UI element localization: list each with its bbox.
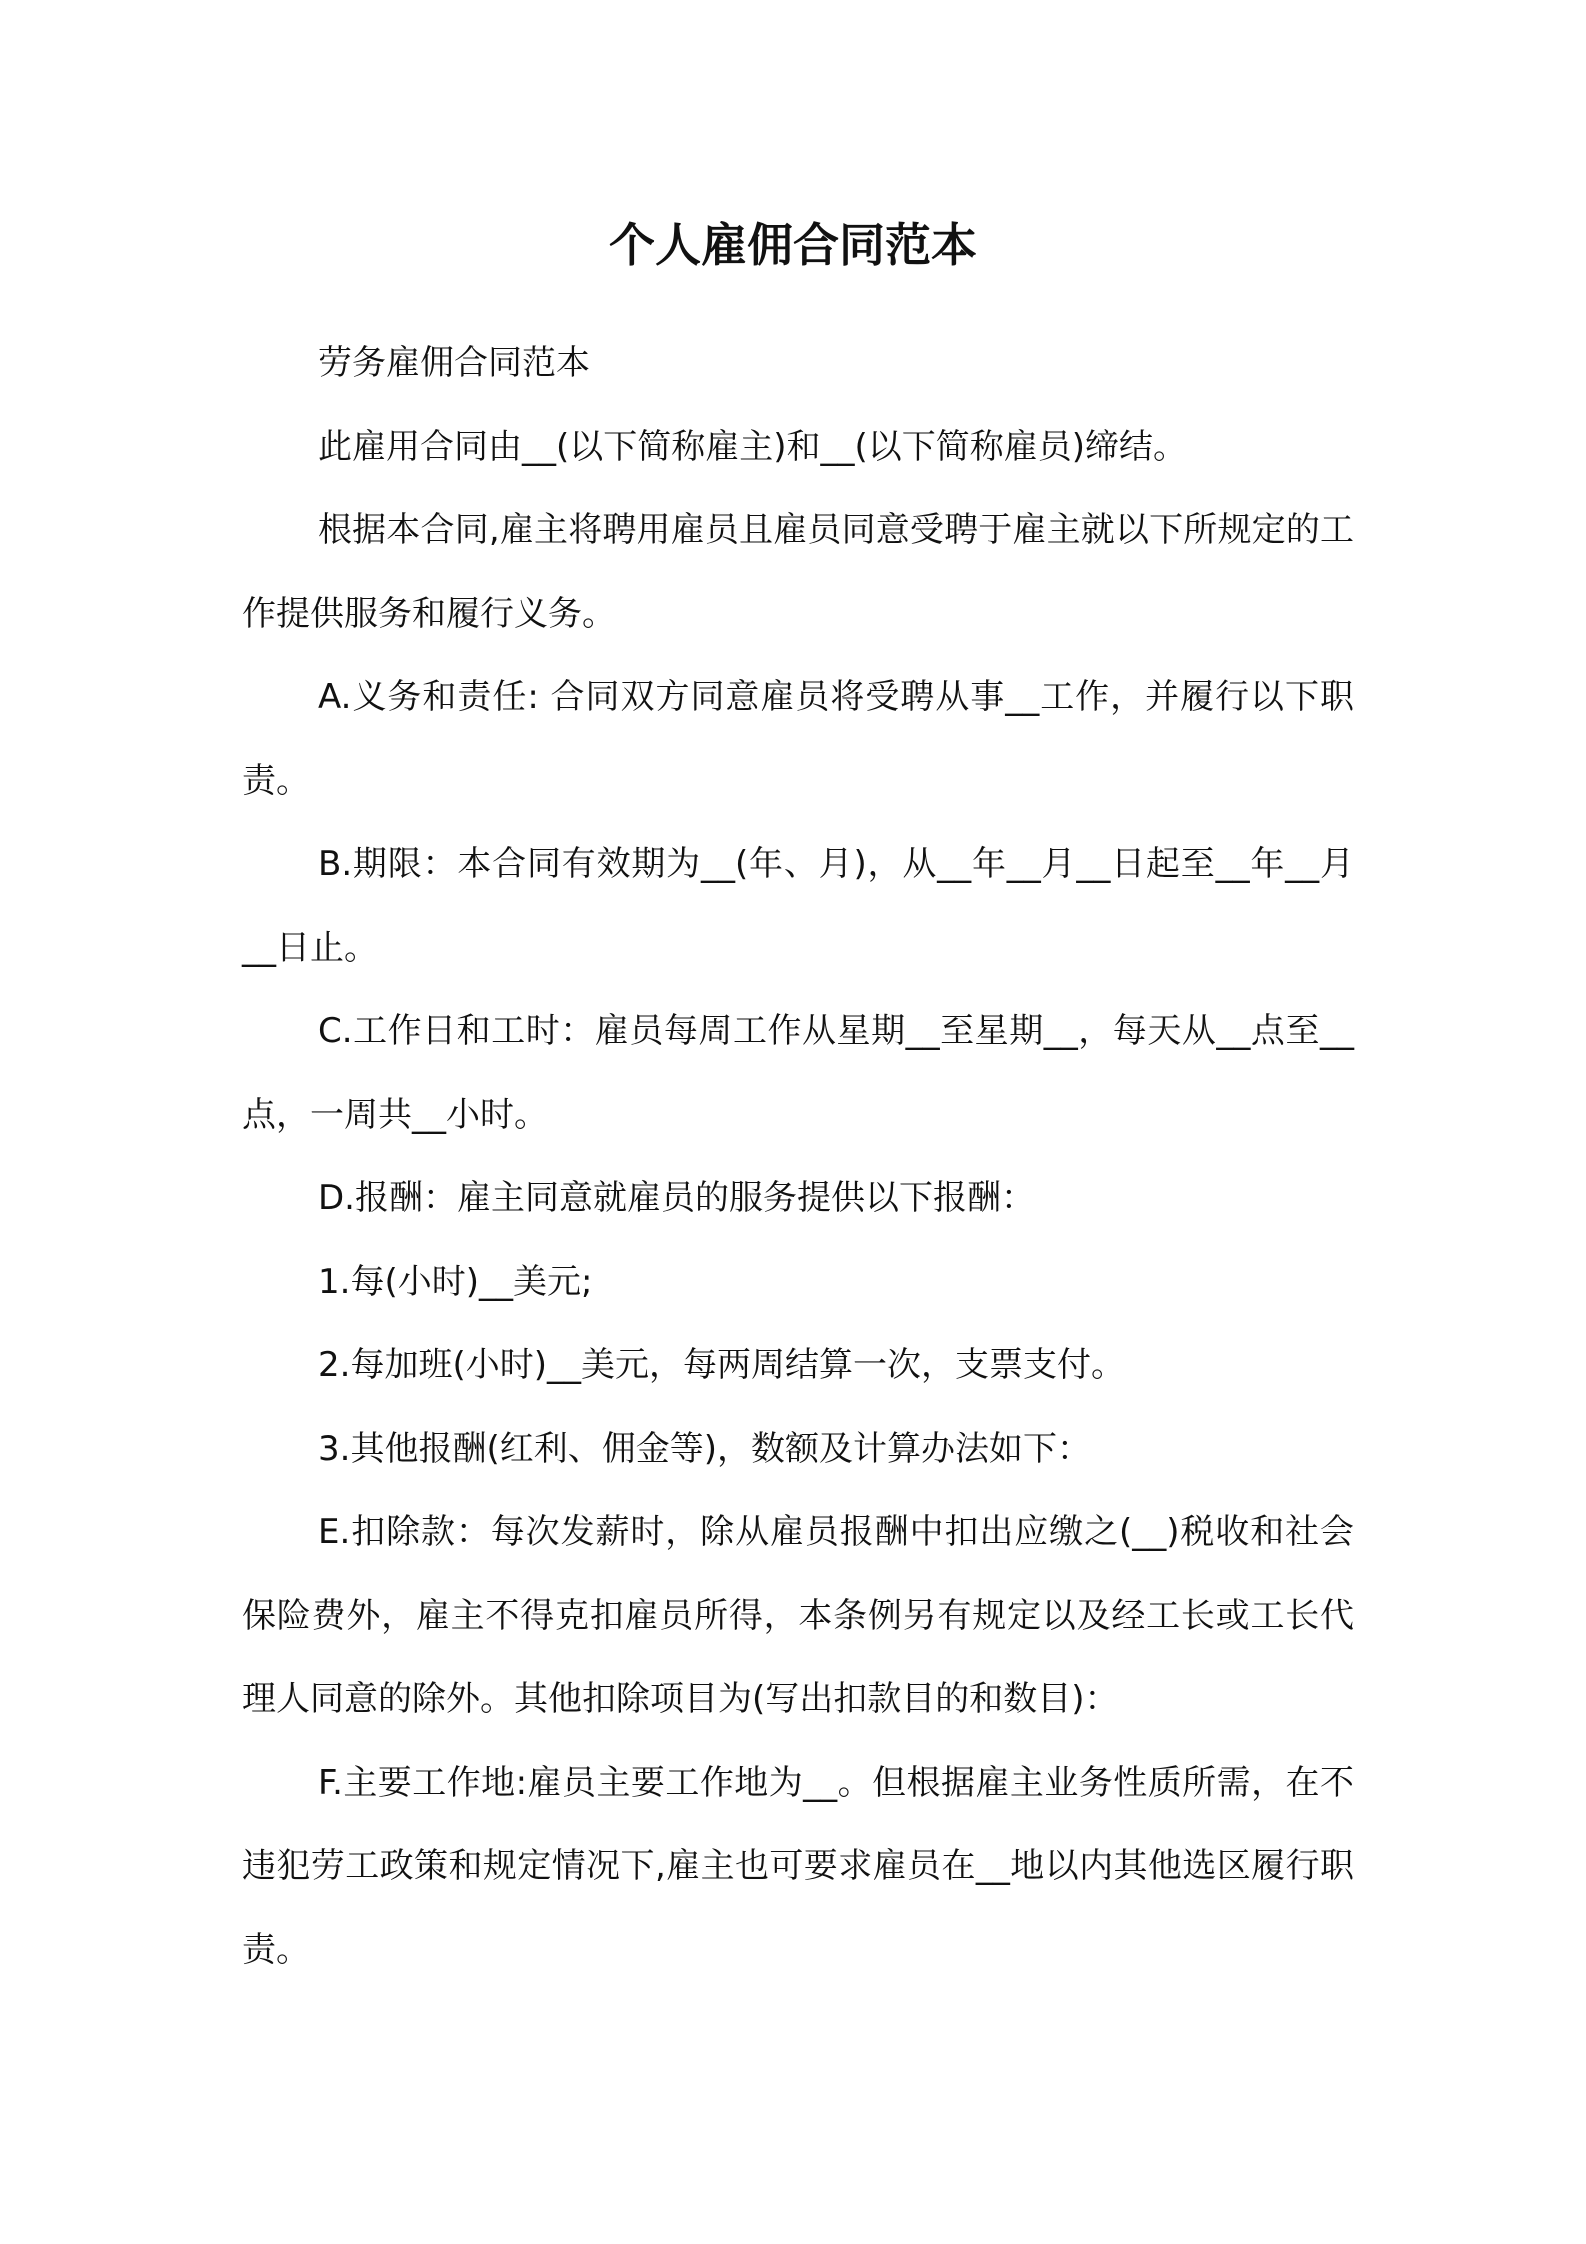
paragraph-agreement: 根据本合同,雇主将聘用雇员且雇员同意受聘于雇主就以下所规定的工作提供服务和履行义务。 [242,510,1354,634]
paragraph-pay-item-1: 1.每(小时)__美元; [318,1261,593,1302]
paragraph-parties: 此雇用合同由__(以下简称雇主)和__(以下简称雇员)缔结。 [318,426,1188,467]
document-body [242,322,1354,1992]
document-title: 个人雇佣合同范本 [609,218,977,272]
paragraph-section-e: E.扣除款：每次发薪时，除从雇员报酬中扣出应缴之(__)税收和社会保险费外，雇主不得克扣雇员所得，本条例另有规定以及经工长或工长代理人同意的除外。其他扣除项目为(写出扣款目的和数目)： [242,1512,1354,1719]
paragraph-pay-item-2: 2.每加班(小时)__美元，每两周结算一次，支票支付。 [318,1345,1125,1385]
paragraph-section-c: C.工作日和工时：雇员每周工作从星期__至星期__，每天从__点至__点，一周共__小时。 [242,1011,1354,1135]
paragraph-section-a: A.义务和责任: 合同双方同意雇员将受聘从事__工作，并履行以下职责。 [242,677,1354,801]
paragraph-section-d: D.报酬：雇主同意就雇员的服务提供以下报酬： [318,1178,1035,1218]
paragraph-section-b: B.期限：本合同有效期为__(年、月)，从__年__月__日起至__年__月__日止。 [242,844,1354,968]
paragraph-pay-item-3: 3.其他报酬(红利、佣金等)，数额及计算办法如下： [318,1428,1091,1469]
paragraph-subtitle: 劳务雇佣合同范本 [318,343,590,383]
paragraph-section-f: F.主要工作地:雇员主要工作地为__。但根据雇主业务性质所需，在不违犯劳工政策和规定情况下,雇主也可要求雇员在__地以内其他选区履行职责。 [242,1762,1354,1970]
